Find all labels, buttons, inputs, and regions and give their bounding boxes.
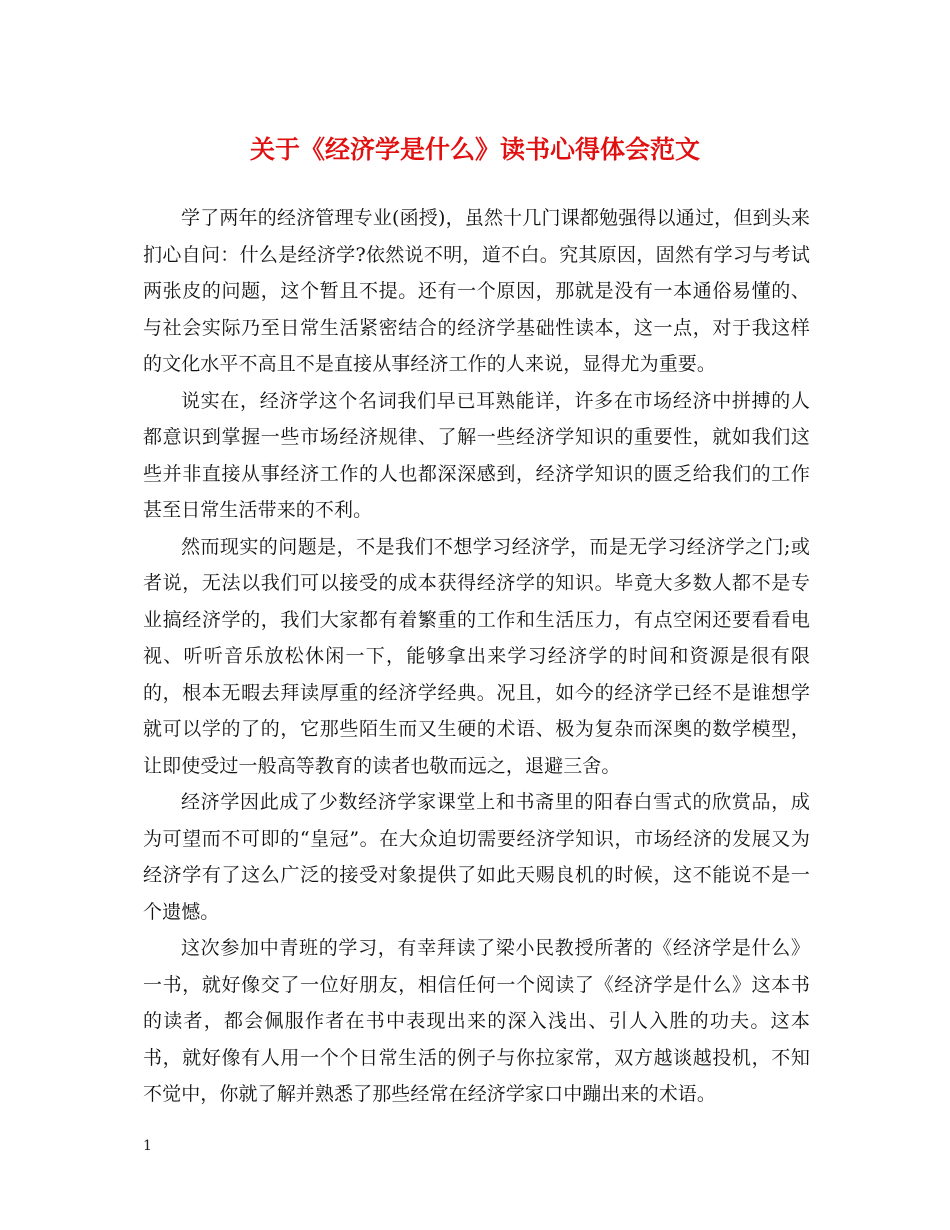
document-body xyxy=(143,200,810,1113)
paragraph-5: 这次参加中青班的学习，有幸拜读了梁小民教授所著的《经济学是什么》一书，就好像交了一位好朋友，相信任何一个阅读了《经济学是什么》这本书的读者，都会佩服作者在书中表现出来的深入浅出、引人入胜的功夫。这本书，就好像有人用一个个日常生活的例子与你拉家常，双方越谈越投机，不知不觉中，你就了解并熟悉了那些经常在经济学家口中蹦出来的术语。 xyxy=(143,937,810,1105)
paragraph-1: 学了两年的经济管理专业(函授)，虽然十几门课都勉强得以通过，但到头来扪心自问：什么是经济学?依然说不明，道不白。究其原因，固然有学习与考试两张皮的问题，这个暂且不提。还有一个原因，那就是没有一本通俗易懂的、与社会实际乃至日常生活紧密结合的经济学基础性读本，这一点，对于我这样的文化水平不高且不是直接从事经济工作的人来说，显得尤为重要。 xyxy=(143,207,810,375)
document-title: 关于《经济学是什么》读书心得体会范文 xyxy=(249,135,700,164)
page-number: 1 xyxy=(143,1138,152,1154)
paragraph-2: 说实在，经济学这个名词我们早已耳熟能详，许多在市场经济中拼搏的人都意识到掌握一些市场经济规律、了解一些经济学知识的重要性，就如我们这些并非直接从事经济工作的人也都深深感到，经济学知识的匮乏给我们的工作甚至日常生活带来的不利。 xyxy=(143,389,810,521)
paragraph-3: 然而现实的问题是，不是我们不想学习经济学，而是无学习经济学之门;或者说，无法以我们可以接受的成本获得经济学的知识。毕竟大多数人都不是专业搞经济学的，我们大家都有着繁重的工作和生活压力，有点空闲还要看看电视、听听音乐放松休闲一下，能够拿出来学习经济学的时间和资源是很有限的，根本无暇去拜读厚重的经济学经典。况且，如今的经济学已经不是谁想学就可以学的了的，它那些陌生而又生硬的术语、极为复杂而深奥的数学模型，让即使受过一般高等教育的读者也敬而远之，退避三舍。 xyxy=(143,535,810,777)
paragraph-4: 经济学因此成了少数经济学家课堂上和书斋里的阳春白雪式的欣赏品，成为可望而不可即的“皇冠”。在大众迫切需要经济学知识，市场经济的发展又为经济学有了这么广泛的接受对象提供了如此天赐良机的时候，这不能说不是一个遗憾。 xyxy=(143,791,810,923)
